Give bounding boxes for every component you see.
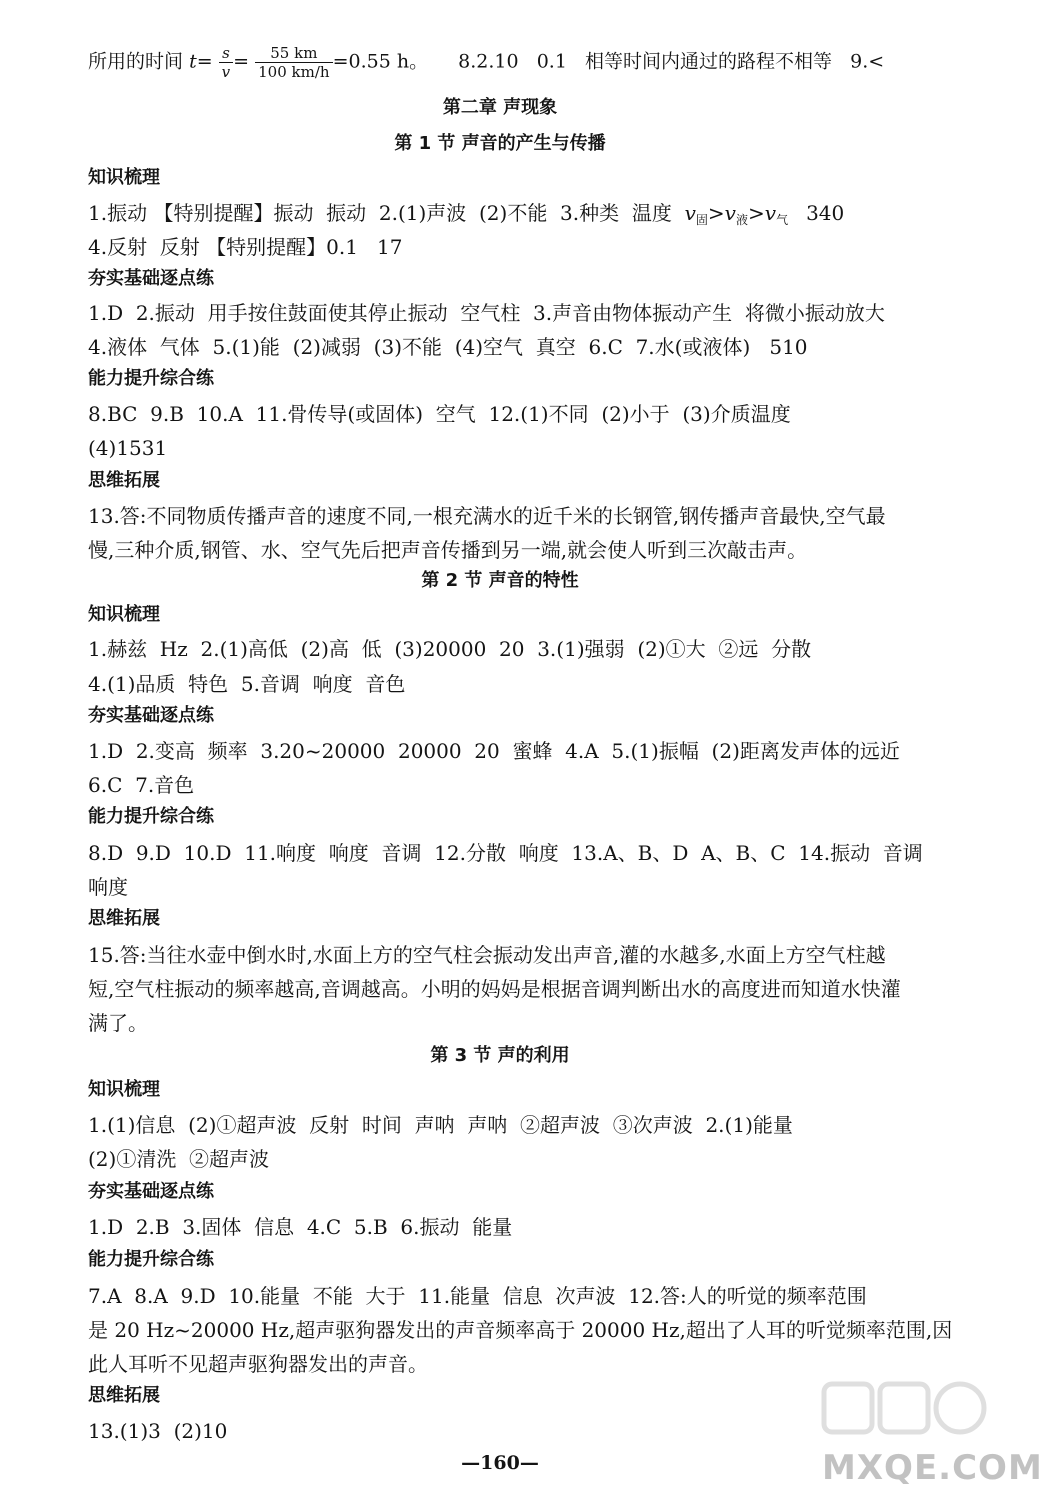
v-gas: v xyxy=(764,201,777,225)
section-1-hangshi-line-1: 1.D 2.振动 用手按住鼓面使其停止振动 空气柱 3.声音由物体振动产生 将微小振动放大 xyxy=(88,301,885,325)
s-over-v-fraction xyxy=(219,44,233,81)
formula-line xyxy=(88,44,938,81)
s-variable: s xyxy=(219,44,233,63)
section-1-hangshi-heading: 夯实基础逐点练 xyxy=(88,268,214,289)
formula-prefix: 所用的时间 xyxy=(88,50,184,73)
section-1-title: 第 1 节 声音的产生与传播 xyxy=(394,133,606,154)
gt-1: > xyxy=(707,201,725,225)
v-variable: v xyxy=(221,63,231,81)
section-3-zhishi-heading: 知识梳理 xyxy=(88,1079,160,1100)
section-1-nengli-line-2: (4)1531 xyxy=(88,436,168,460)
section-2-siwei-line-3: 满了。 xyxy=(88,1011,148,1035)
v-liquid-sub: 液 xyxy=(735,213,748,227)
section-2-hangshi-line-1: 1.D 2.变高 频率 3.20~20000 20000 20 蜜蜂 4.A 5.(1)振幅 (2)距离发声体的远近 xyxy=(88,739,900,763)
formula-result: =0.55 h。 xyxy=(332,50,429,73)
equals-sign: = xyxy=(196,50,213,73)
v-liquid: v xyxy=(724,201,736,225)
zhishi-text-1: 1.振动 【特别提醒】振动 振动 2.(1)声波 (2)不能 3.种类 温度 xyxy=(88,201,685,225)
section-1-siwei-heading: 思维拓展 xyxy=(88,470,160,491)
section-1-zhishi-heading: 知识梳理 xyxy=(88,167,160,188)
v-solid: v xyxy=(684,201,696,225)
section-2-title: 第 2 节 声音的特性 xyxy=(421,570,579,591)
section-1-nengli-heading: 能力提升综合练 xyxy=(88,368,214,389)
section-3-zhishi-line-1: 1.(1)信息 (2)①超声波 反射 时间 声呐 声呐 ②超声波 ③次声波 2.(1)能量 xyxy=(88,1113,793,1137)
section-2-siwei-line-2: 短,空气柱振动的频率越高,音调越高。小明的妈妈是根据音调判断出水的高度进而知道水快灌 xyxy=(88,977,901,1001)
section-1-zhishi-line-2: 4.反射 反射 【特别提醒】0.1 17 xyxy=(88,235,403,259)
section-3-hangshi-heading: 夯实基础逐点练 xyxy=(88,1181,214,1202)
section-1-siwei-line-1: 13.答:不同物质传播声音的速度不同,一根充满水的近千米的长钢管,钢传播声音最快,空气最 xyxy=(88,504,886,528)
section-1-nengli-line-1: 8.BC 9.B 10.A 11.骨传导(或固体) 空气 12.(1)不同 (2)小于 (3)介质温度 xyxy=(88,402,791,426)
km-fraction xyxy=(255,44,332,81)
section-2-nengli-line-1: 8.D 9.D 10.D 11.响度 响度 音调 12.分散 响度 13.A、B、D A、B、C 14.振动 音调 xyxy=(88,841,923,865)
section-2-siwei-line-1: 15.答:当往水壶中倒水时,水面上方的空气柱会振动发出声音,灌的水越多,水面上方空气柱越 xyxy=(88,943,886,967)
fraction-numerator: 55 km xyxy=(255,44,332,63)
fraction-denominator: 100 km/h xyxy=(258,63,330,81)
v-solid-sub: 固 xyxy=(695,213,708,227)
section-2-zhishi-heading: 知识梳理 xyxy=(88,604,160,625)
v-gas-sub: 气 xyxy=(776,213,789,227)
section-1-siwei-line-2: 慢,三种介质,钢管、水、空气先后把声音传播到另一端,就会使人听到三次敲击声。 xyxy=(88,538,808,562)
section-3-nengli-line-2: 是 20 Hz~20000 Hz,超声驱狗器发出的声音频率高于 20000 Hz,超出了人耳的听觉频率范围,因 xyxy=(88,1318,953,1342)
section-2-siwei-heading: 思维拓展 xyxy=(88,908,160,929)
page-number: —160— xyxy=(461,1452,539,1474)
speed-340: 340 xyxy=(806,201,845,225)
section-2-nengli-line-2: 响度 xyxy=(88,875,128,899)
gt-2: > xyxy=(747,201,765,225)
section-1-hangshi-line-2: 4.液体 气体 5.(1)能 (2)减弱 (3)不能 (4)空气 真空 6.C 7.水(或液体) 510 xyxy=(88,335,808,359)
section-3-siwei-heading: 思维拓展 xyxy=(88,1385,160,1406)
equals-sign-2: = xyxy=(233,50,250,73)
section-2-nengli-heading: 能力提升综合练 xyxy=(88,806,214,827)
section-3-nengli-line-1: 7.A 8.A 9.D 10.能量 不能 大于 11.能量 信息 次声波 12.答:人的听觉的频率范围 xyxy=(88,1284,867,1308)
section-2-hangshi-line-2: 6.C 7.音色 xyxy=(88,773,195,797)
section-2-zhishi-line-1: 1.赫兹 Hz 2.(1)高低 (2)高 低 (3)20000 20 3.(1)强弱 (2)①大 ②远 分散 xyxy=(88,637,812,661)
section-3-nengli-heading: 能力提升综合练 xyxy=(88,1249,214,1270)
section-2-zhishi-line-2: 4.(1)品质 特色 5.音调 响度 音色 xyxy=(88,672,406,696)
section-3-hangshi-line-1: 1.D 2.B 3.固体 信息 4.C 5.B 6.振动 能量 xyxy=(88,1215,513,1239)
section-3-nengli-line-3: 此人耳听不见超声驱狗器发出的声音。 xyxy=(88,1352,428,1376)
section-3-zhishi-line-2: (2)①清洗 ②超声波 xyxy=(88,1147,270,1171)
formula-rest: 8.2.10 0.1 相等时间内通过的路程不相等 9.< xyxy=(458,50,885,73)
section-3-siwei-line-1: 13.(1)3 (2)10 xyxy=(88,1419,228,1443)
section-2-hangshi-heading: 夯实基础逐点练 xyxy=(88,705,214,726)
t-variable: t xyxy=(189,50,197,73)
section-3-title: 第 3 节 声的利用 xyxy=(430,1045,570,1066)
chapter-title: 第二章 声现象 xyxy=(442,97,558,118)
watermark-text: MXQE.COM xyxy=(822,1448,1043,1488)
